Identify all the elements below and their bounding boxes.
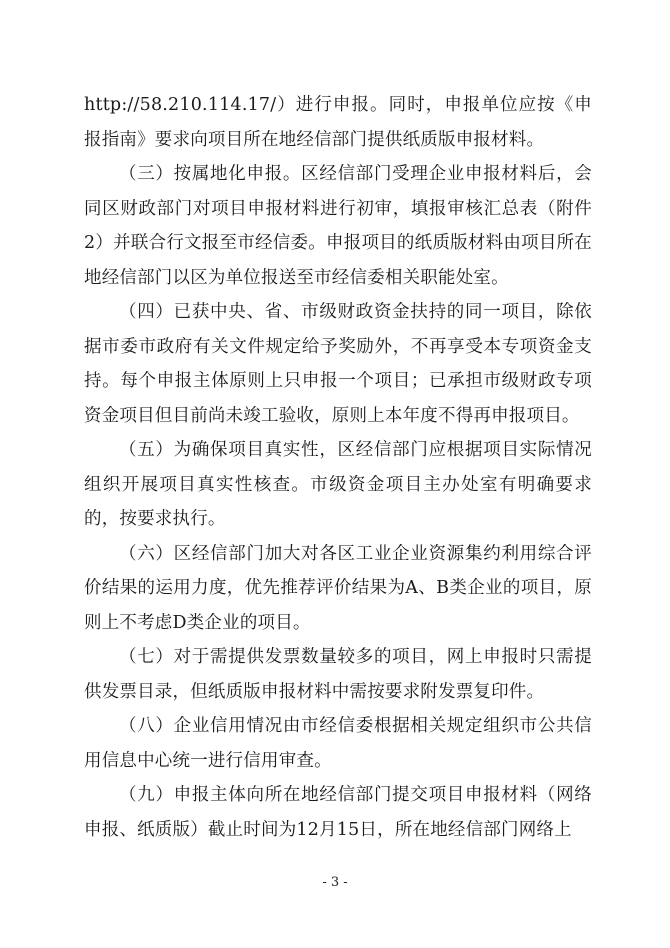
paragraph-item-4: （四）已获中央、省、市级财政资金扶持的同一项目，除依据市委市政府有关文件规定给予奖励外，不再享受本专项资金支持。每个申报主体原则上只申报一个项目；已承担市级财政专项资金项目但目前尚未竣工验收，原则上本年度不得再申报项目。 (84, 302, 592, 426)
paragraph-continuation: http://58.210.114.17/）进行申报。同时，申报单位应按《申报指南》要求向项目所在地经信部门提供纸质版申报材料。 (84, 95, 592, 150)
page-number: - 3 - (322, 875, 348, 890)
paragraph-item-9: （九）申报主体向所在地经信部门提交项目申报材料（网络申报、纸质版）截止时间为12月15日，所在地经信部门网络上 (84, 785, 592, 840)
paragraph-item-7: （七）对于需提供发票数量较多的项目，网上申报时只需提供发票目录，但纸质版申报材料中需按要求附发票复印件。 (84, 647, 592, 702)
body-text (84, 88, 592, 847)
paragraph-item-3: （三）按属地化申报。区经信部门受理企业申报材料后，会同区财政部门对项目申报材料进行初审，填报审核汇总表（附件2）并联合行文报至市经信委。申报项目的纸质版材料由项目所在地经信部门以区为单位报送至市经信委相关职能处室。 (84, 164, 592, 288)
paragraph-item-6: （六）区经信部门加大对各区工业企业资源集约利用综合评价结果的运用力度，优先推荐评价结果为A、B类企业的项目，原则上不考虑D类企业的项目。 (84, 543, 592, 633)
paragraph-item-8: （八）企业信用情况由市经信委根据相关规定组织市公共信用信息中心统一进行信用审查。 (84, 716, 592, 771)
paragraph-item-5: （五）为确保项目真实性，区经信部门应根据项目实际情况组织开展项目真实性核查。市级资金项目主办处室有明确要求的，按要求执行。 (84, 440, 592, 529)
